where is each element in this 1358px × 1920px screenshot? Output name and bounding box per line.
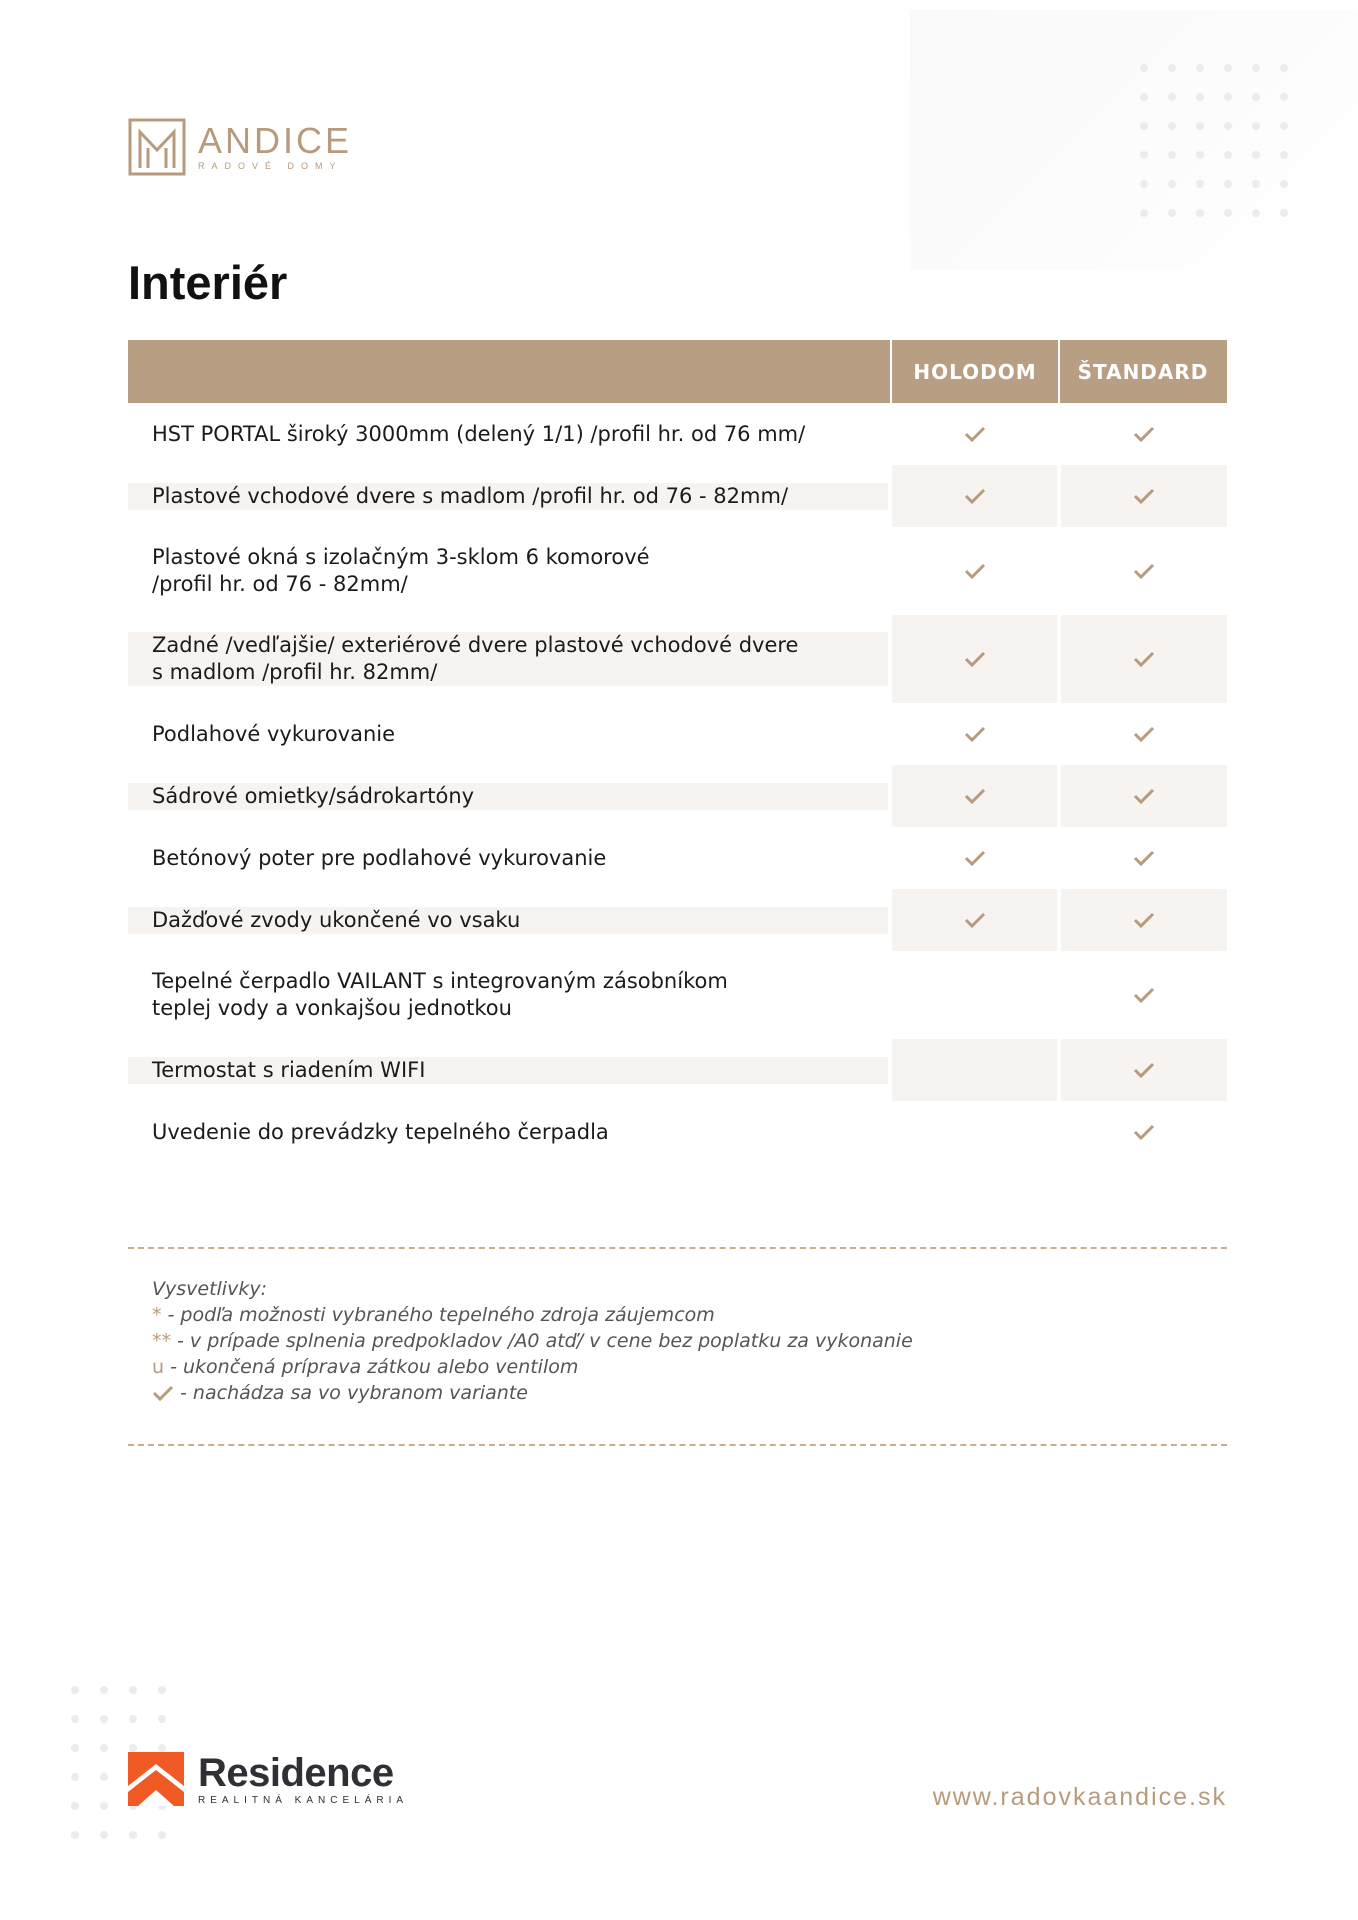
table-row (128, 1039, 1227, 1101)
background-decoration (910, 10, 1358, 270)
table-row (128, 889, 1227, 951)
row-label-line: Tepelné čerpadlo VAILANT s integrovaným zásobníkom (152, 969, 728, 993)
table-row (128, 615, 1227, 703)
dot (1196, 122, 1204, 130)
row-label (128, 421, 888, 448)
row-label (128, 544, 888, 598)
dot (1196, 209, 1204, 217)
divider-top (128, 1247, 1227, 1249)
check-icon (1133, 850, 1155, 866)
dot (100, 1715, 108, 1723)
table-body (128, 403, 1227, 1163)
cell-holodom (892, 951, 1058, 1039)
check-icon (964, 726, 986, 742)
dot (1252, 151, 1260, 159)
dot (1168, 151, 1176, 159)
cell-holodom (892, 703, 1058, 765)
logo-name: ANDICE (198, 120, 353, 161)
dot (1140, 180, 1148, 188)
legend-marker: ** (152, 1330, 171, 1352)
row-label-line: s madlom /profil hr. 82mm/ (152, 660, 438, 684)
dot (1140, 151, 1148, 159)
table-row (128, 703, 1227, 765)
legend (152, 1276, 913, 1406)
check-icon (1133, 1124, 1155, 1140)
residence-logo (128, 1752, 408, 1806)
cell-standard (1061, 615, 1227, 703)
column-header-standard: ŠTANDARD (1077, 359, 1209, 384)
check-icon (964, 788, 986, 804)
dot (1280, 122, 1288, 130)
legend-item (152, 1328, 913, 1354)
check-icon (1133, 726, 1155, 742)
dot (1168, 122, 1176, 130)
legend-item (152, 1380, 913, 1406)
row-label-line: Plastové vchodové dvere s madlom /profil hr. od 76 - 82mm/ (152, 483, 789, 508)
row-label-line: Sádrové omietky/sádrokartóny (152, 783, 475, 808)
dot (1252, 180, 1260, 188)
dot (1140, 93, 1148, 101)
check-icon (1133, 488, 1155, 504)
row-label (128, 632, 888, 686)
dot (100, 1802, 108, 1810)
cell-standard (1061, 951, 1227, 1039)
dot (100, 1831, 108, 1839)
row-label-line: HST PORTAL široký 3000mm (delený 1/1) /profil hr. od 76 mm/ (152, 421, 806, 446)
cell-standard (1061, 527, 1227, 615)
dot (71, 1831, 79, 1839)
table-header (128, 340, 1227, 403)
dot (1140, 209, 1148, 217)
dot (100, 1744, 108, 1752)
dot (1224, 209, 1232, 217)
check-icon (964, 426, 986, 442)
dot (1196, 151, 1204, 159)
dot (1168, 180, 1176, 188)
residence-subtitle: REALITNÁ KANCELÁRIA (198, 1794, 409, 1806)
residence-logo-icon (128, 1752, 184, 1806)
table-row (128, 527, 1227, 615)
column-header-holodom: HOLODOM (892, 340, 1060, 403)
row-label-line: Uvedenie do prevádzky tepelného čerpadla (152, 1119, 609, 1144)
table-row (128, 765, 1227, 827)
row-label-line: Zadné /vedľajšie/ exteriérové dvere plastové vchodové dvere (152, 633, 799, 657)
dot (1168, 64, 1176, 72)
cell-holodom (892, 527, 1058, 615)
dot (100, 1686, 108, 1694)
legend-text: - podľa možnosti vybraného tepelného zdroja záujemcom (161, 1304, 715, 1326)
website-link[interactable]: www.radovkaandice.sk (932, 1783, 1227, 1811)
cell-standard (1061, 889, 1227, 951)
cell-holodom (892, 615, 1058, 703)
dot (1168, 93, 1176, 101)
cell-holodom (892, 403, 1058, 465)
row-label-line: Podlahové vykurovanie (152, 721, 396, 746)
dot (71, 1686, 79, 1694)
cell-standard (1061, 465, 1227, 527)
cell-standard (1061, 703, 1227, 765)
dot (1168, 209, 1176, 217)
check-icon (1133, 426, 1155, 442)
check-icon (152, 1385, 174, 1401)
dot (1196, 180, 1204, 188)
row-label-line: teplej vody a vonkajšou jednotkou (152, 996, 512, 1020)
dot (158, 1744, 166, 1752)
dot (129, 1686, 137, 1694)
legend-text: - nachádza sa vo vybranom variante (174, 1382, 528, 1404)
cell-holodom (892, 765, 1058, 827)
dot (1252, 93, 1260, 101)
dot (129, 1831, 137, 1839)
cell-standard (1061, 1101, 1227, 1163)
table-row (128, 1101, 1227, 1163)
dot (1224, 122, 1232, 130)
cell-standard (1061, 765, 1227, 827)
cell-holodom (892, 889, 1058, 951)
row-label-line: Termostat s riadením WIFI (152, 1057, 426, 1082)
dot (1140, 64, 1148, 72)
dot (1196, 93, 1204, 101)
row-label-line: Plastové okná s izolačným 3-sklom 6 komorové (152, 545, 650, 569)
dot (71, 1773, 79, 1781)
dot (158, 1831, 166, 1839)
legend-item (152, 1302, 913, 1328)
table-row (128, 827, 1227, 889)
legend-text: - v prípade splnenia predpokladov /A0 atď/ v cene bez poplatku za vykonanie (171, 1330, 913, 1352)
cell-holodom (892, 465, 1058, 527)
dot (158, 1715, 166, 1723)
row-label (128, 968, 888, 1022)
check-icon (964, 651, 986, 667)
row-label (128, 1057, 888, 1084)
check-icon (1133, 987, 1155, 1003)
legend-item (152, 1354, 913, 1380)
cell-holodom (892, 1039, 1058, 1101)
row-label (128, 721, 888, 748)
residence-name: Residence (198, 1750, 394, 1795)
row-label (128, 483, 888, 510)
legend-text: - ukončená príprava zátkou alebo ventilom (164, 1356, 579, 1378)
row-label-line: Betónový poter pre podlahové vykurovanie (152, 845, 607, 870)
legend-heading: Vysvetlivky: (152, 1278, 267, 1300)
table-row (128, 951, 1227, 1039)
andice-logo-icon (128, 118, 186, 176)
dot (100, 1773, 108, 1781)
dot (158, 1686, 166, 1694)
dot (1224, 151, 1232, 159)
table-row (128, 465, 1227, 527)
check-icon (964, 912, 986, 928)
dot (1224, 93, 1232, 101)
dot (71, 1802, 79, 1810)
cell-holodom (892, 827, 1058, 889)
features-table (128, 340, 1227, 1163)
dot (1280, 151, 1288, 159)
legend-marker: * (152, 1304, 162, 1326)
logo-subtitle: RADOVÉ DOMY (198, 161, 343, 171)
row-label (128, 783, 888, 810)
row-label (128, 1119, 888, 1146)
check-icon (1133, 912, 1155, 928)
dot (1140, 122, 1148, 130)
dot (1280, 64, 1288, 72)
row-label (128, 907, 888, 934)
dot (1252, 64, 1260, 72)
header-empty-cell (128, 340, 892, 403)
dot (1280, 93, 1288, 101)
check-icon (964, 850, 986, 866)
table-row (128, 403, 1227, 465)
dot (71, 1744, 79, 1752)
check-icon (964, 488, 986, 504)
divider-bottom (128, 1444, 1227, 1446)
dot (71, 1715, 79, 1723)
cell-standard (1061, 1039, 1227, 1101)
cell-standard (1061, 827, 1227, 889)
check-icon (1133, 788, 1155, 804)
dot (129, 1715, 137, 1723)
check-icon (1133, 651, 1155, 667)
dot (1224, 64, 1232, 72)
cell-holodom (892, 1101, 1058, 1163)
page-title: Interiér (128, 256, 288, 309)
dot (129, 1744, 137, 1752)
cell-standard (1061, 403, 1227, 465)
dot (1224, 180, 1232, 188)
andice-logo (128, 117, 352, 177)
row-label (128, 845, 888, 872)
row-label-line: /profil hr. od 76 - 82mm/ (152, 572, 408, 596)
dot (1252, 122, 1260, 130)
dot (1196, 64, 1204, 72)
dot (1280, 180, 1288, 188)
row-label-line: Dažďové zvody ukončené vo vsaku (152, 907, 521, 932)
dot (1252, 209, 1260, 217)
legend-marker: u (152, 1356, 165, 1378)
check-icon (964, 563, 986, 579)
dot (1280, 209, 1288, 217)
check-icon (1133, 563, 1155, 579)
check-icon (1133, 1062, 1155, 1078)
dot-pattern-top-right (1140, 64, 1288, 217)
